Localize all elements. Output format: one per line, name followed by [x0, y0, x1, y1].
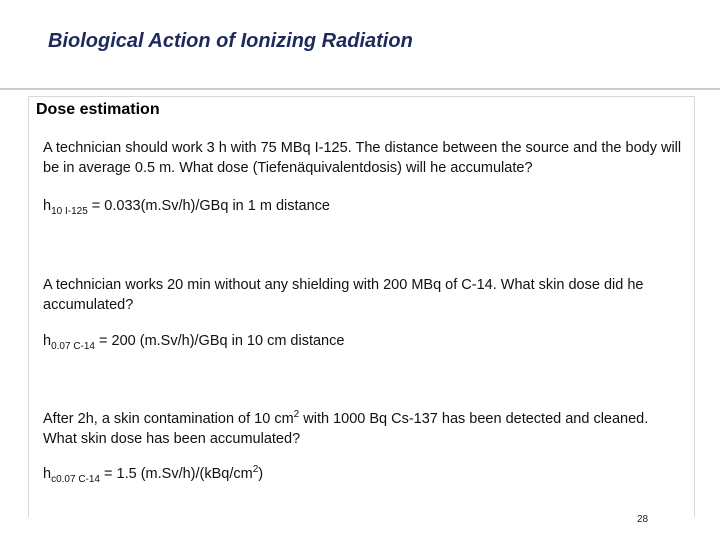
superscript: 2	[293, 409, 300, 420]
formula-symbol: h	[43, 198, 52, 214]
formula-symbol: h	[43, 333, 52, 349]
problem-3-text	[43, 405, 683, 449]
problem-3-text-start: After 2h, a skin contamination of 10 cm	[43, 411, 294, 427]
header-divider	[0, 88, 720, 90]
formula-value: = 200 (m.Sv/h)/GBq in 10 cm distance	[95, 333, 345, 349]
slide-title: Biological Action of Ionizing Radiation	[48, 30, 413, 52]
formula-subscript: 0.07 C-14	[51, 341, 95, 352]
formula-value: = 1.5 (m.Sv/h)/(kBq/cm	[100, 466, 253, 482]
problem-3-formula	[43, 464, 263, 485]
problem-1-formula	[43, 198, 330, 217]
page-number: 28	[637, 514, 649, 525]
formula-value: = 0.033(m.Sv/h)/GBq in 1 m distance	[87, 198, 330, 214]
problem-3-text-end: with 1000 Bq Cs-137 has been detected and cleaned. What skin dose has been accumulated?	[43, 411, 649, 447]
problem-2-formula	[43, 333, 344, 352]
formula-subscript: c0.07 C-14	[51, 474, 100, 485]
problem-1-text: A technician should work 3 h with 75 MBq I-125. The distance between the source and the body will be in average 0.5 m. What dose (Tiefenäquivalentdosis) will he accumulate?	[43, 140, 682, 176]
section-heading: Dose estimation	[36, 101, 160, 118]
formula-close: )	[258, 466, 264, 482]
formula-subscript: 10 I-125	[51, 206, 88, 217]
problem-2-text: A technician works 20 min without any shielding with 200 MBq of C-14. What skin dose did he accumulated?	[43, 277, 644, 313]
superscript: 2	[252, 464, 259, 475]
formula-symbol: h	[43, 466, 52, 482]
